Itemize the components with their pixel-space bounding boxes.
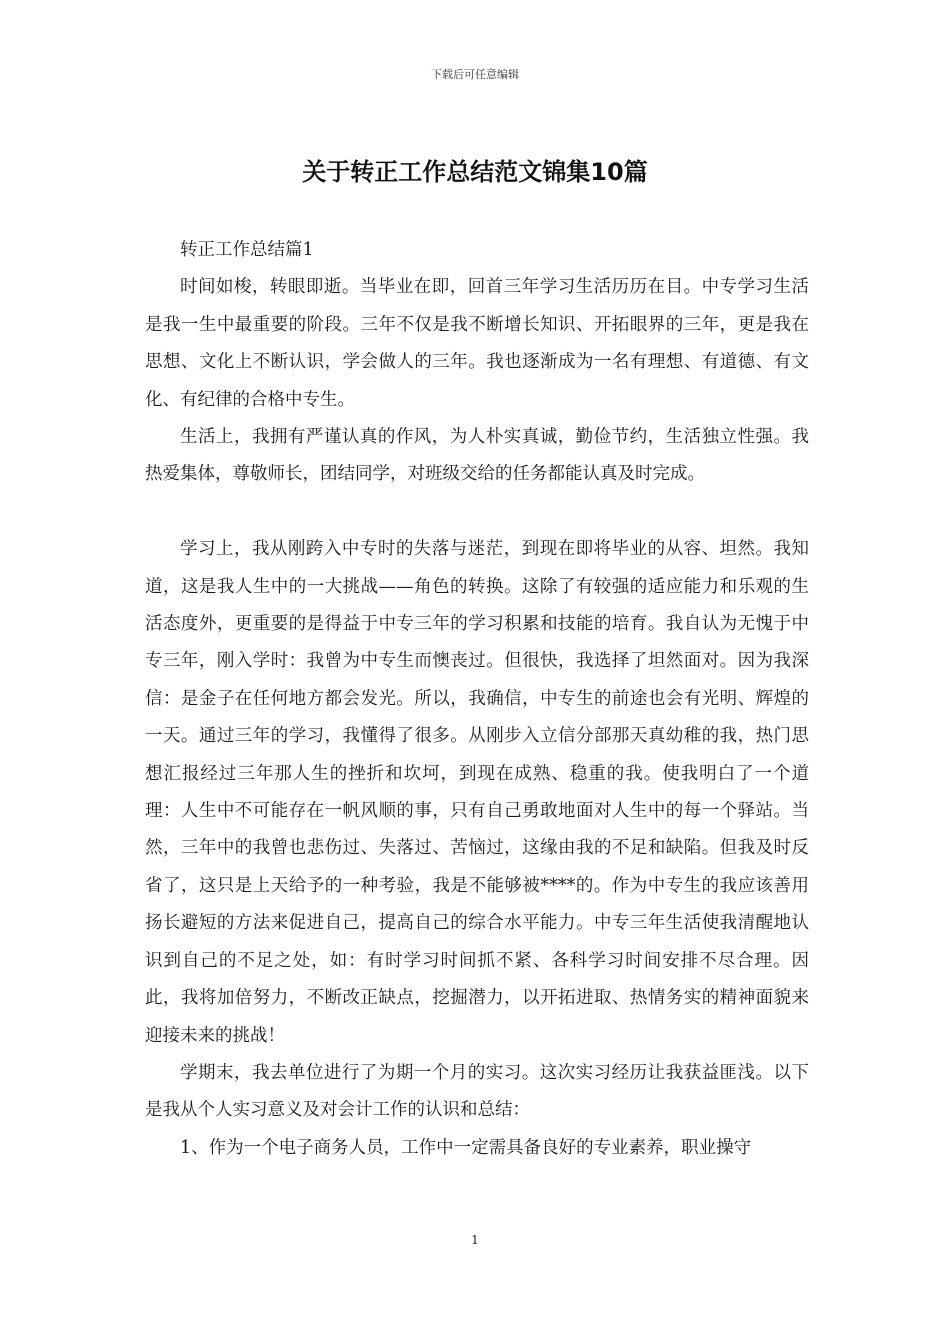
paragraph: 1、作为一个电子商务人员，工作中一定需具备良好的专业素养，职业操守 (180, 1137, 752, 1158)
paragraph: 时间如梭，转眼即逝。当毕业在即，回首三年学习生活历历在目。中专学习生活是我一生中最重要的阶段。三年不仅是我不断增长知识、开拓眼界的三年，更是我在思想、文化上不断认识，学会做人的三年。我也逐渐成为一名有理想、有道德、有文化、有纪律的合格中专生。 (145, 277, 809, 410)
section-heading: 转正工作总结篇1 (180, 240, 314, 260)
paragraph: 学习上，我从刚跨入中专时的失落与迷茫，到现在即将毕业的从容、坦然。我知道，这是我人生中的一大挑战——角色的转换。这除了有较强的适应能力和乐观的生活态度外，更重要的是得益于中专三年的学习积累和技能的培育。我自认为无愧于中专三年，刚入学时：我曾为中专生而懊丧过。但很快，我选择了坦然面对。因为我深信：是金子在任何地方都会发光。所以，我确信，中专生的前途也会有光明、辉煌的一天。通过三年的学习，我懂得了很多。从刚步入立信分部那天真幼稚的我，热门思想汇报经过三年那人生的挫折和坎坷，到现在成熟、稳重的我。使我明白了一个道理：人生中不可能存在一帆风顺的事，只有自己勇敢地面对人生中的每一个驿站。当然，三年中的我曾也悲伤过、失落过、苦恼过，这缘由我的不足和缺陷。但我及时反省了，这只是上天给予的一种考验，我是不能够被****的。作为中专生的我应该善用扬长避短的方法来促进自己，提高自己的综合水平能力。中专三年生活使我清醒地认识到自己的不足之处，如：有时学习时间抓不紧、各科学习时间安排不尽合理。因此，我将加倍努力，不断改正缺点，挖掘潜力，以开拓进取、热情务实的精神面貌来迎接未来的挑战！ (145, 539, 809, 1046)
paragraph-spacer (145, 494, 809, 531)
document-body (145, 232, 809, 1167)
page-number: 1 (471, 1233, 479, 1247)
paragraph: 学期末，我去单位进行了为期一个月的实习。这次实习经历让我获益匪浅。以下是我从个人实习意义及对会计工作的认识和总结： (145, 1062, 809, 1121)
paragraph: 生活上，我拥有严谨认真的作风，为人朴实真诚，勤俭节约，生活独立性强。我热爱集体，尊敬师长，团结同学，对班级交给的任务都能认真及时完成。 (145, 427, 809, 485)
header-note: 下载后可任意编辑 (431, 68, 519, 81)
document-title: 关于转正工作总结范文锦集10篇 (302, 158, 648, 186)
